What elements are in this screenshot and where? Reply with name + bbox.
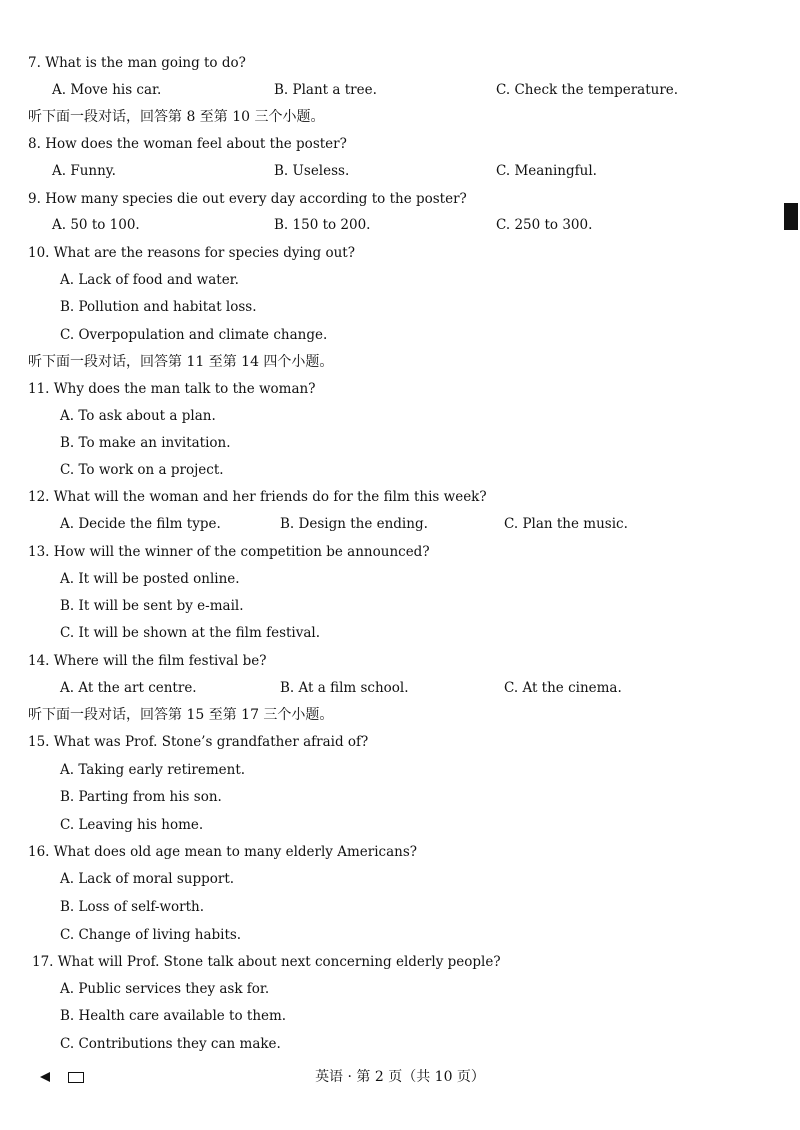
question-15-option-a[interactable]: A. Taking early retirement. <box>60 762 246 778</box>
question-text: 14. Where will the film festival be? <box>28 653 267 669</box>
option-a[interactable]: A. Move his car. <box>52 82 162 98</box>
question-text: 7. What is the man going to do? <box>28 55 246 71</box>
option-b[interactable]: B. 150 to 200. <box>274 217 371 233</box>
question-text: 10. What are the reasons for species dying out? <box>28 245 355 261</box>
question-12 <box>0 487 800 507</box>
question-text: 17. What will Prof. Stone talk about next concerning elderly people? <box>32 954 501 970</box>
question-15-option-b[interactable]: B. Parting from his son. <box>60 789 222 805</box>
question-text: 16. What does old age mean to many elderly Americans? <box>28 844 417 860</box>
question-16-option-c[interactable]: C. Change of living habits. <box>60 927 242 943</box>
question-17 <box>0 952 800 972</box>
question-13-option-c[interactable]: C. It will be shown at the film festival. <box>60 625 321 641</box>
question-17-option-c[interactable]: C. Contributions they can make. <box>60 1036 281 1052</box>
question-text: 9. How many species die out every day according to the poster? <box>28 191 467 207</box>
instruction-2: 听下面一段对话，回答第 11 至第 14 四个小题。 <box>28 354 334 370</box>
question-13-option-a[interactable]: A. It will be posted online. <box>60 571 240 587</box>
question-16 <box>0 842 800 862</box>
question-16-option-a[interactable]: A. Lack of moral support. <box>60 871 235 887</box>
question-11-option-b[interactable]: B. To make an invitation. <box>60 435 231 451</box>
question-12-options <box>0 514 800 534</box>
edge-marker <box>784 203 798 230</box>
question-15-option-c[interactable]: C. Leaving his home. <box>60 817 204 833</box>
question-text: 11. Why does the man talk to the woman? <box>28 381 316 397</box>
question-13 <box>0 542 800 562</box>
option-c[interactable]: C. 250 to 300. <box>496 217 593 233</box>
question-11 <box>0 379 800 399</box>
question-14 <box>0 651 800 671</box>
question-11-option-a[interactable]: A. To ask about a plan. <box>60 408 216 424</box>
option-a[interactable]: A. Decide the film type. <box>60 516 221 532</box>
question-9 <box>0 189 800 209</box>
question-9-options <box>0 215 800 235</box>
question-10-option-b[interactable]: B. Pollution and habitat loss. <box>60 299 257 315</box>
question-17-option-b[interactable]: B. Health care available to them. <box>60 1008 287 1024</box>
page-footer <box>0 1066 800 1088</box>
question-11-option-c[interactable]: C. To work on a project. <box>60 462 224 478</box>
question-text: 15. What was Prof. Stone’s grandfather afraid of? <box>28 734 369 750</box>
question-15 <box>0 732 800 752</box>
question-13-option-b[interactable]: B. It will be sent by e-mail. <box>60 598 244 614</box>
question-17-option-a[interactable]: A. Public services they ask for. <box>60 981 270 997</box>
option-a[interactable]: A. At the art centre. <box>60 680 197 696</box>
option-c[interactable]: C. Plan the music. <box>504 516 628 532</box>
option-a[interactable]: A. Funny. <box>52 163 116 179</box>
option-b[interactable]: B. Design the ending. <box>280 516 428 532</box>
question-text: 8. How does the woman feel about the poster? <box>28 136 347 152</box>
question-16-option-b[interactable]: B. Loss of self-worth. <box>60 899 205 915</box>
option-a[interactable]: A. 50 to 100. <box>52 217 140 233</box>
instruction-3: 听下面一段对话，回答第 15 至第 17 三个小题。 <box>28 707 334 723</box>
option-c[interactable]: C. Check the temperature. <box>496 82 679 98</box>
question-10-option-c[interactable]: C. Overpopulation and climate change. <box>60 327 328 343</box>
question-text: 13. How will the winner of the competition be announced? <box>28 544 430 560</box>
option-c[interactable]: C. At the cinema. <box>504 680 622 696</box>
question-8 <box>0 134 800 154</box>
question-10 <box>0 243 800 263</box>
option-b[interactable]: B. At a film school. <box>280 680 409 696</box>
question-text: 12. What will the woman and her friends do for the film this week? <box>28 489 487 505</box>
instruction-1: 听下面一段对话，回答第 8 至第 10 三个小题。 <box>28 109 325 125</box>
question-7-options <box>0 80 800 100</box>
page-number: 英语 · 第 2 页（共 10 页） <box>315 1069 485 1085</box>
option-b[interactable]: B. Useless. <box>274 163 350 179</box>
question-8-options <box>0 161 800 181</box>
question-14-options <box>0 678 800 698</box>
option-c[interactable]: C. Meaningful. <box>496 163 597 179</box>
option-b[interactable]: B. Plant a tree. <box>274 82 377 98</box>
question-10-option-a[interactable]: A. Lack of food and water. <box>60 272 239 288</box>
question-7 <box>0 53 800 73</box>
